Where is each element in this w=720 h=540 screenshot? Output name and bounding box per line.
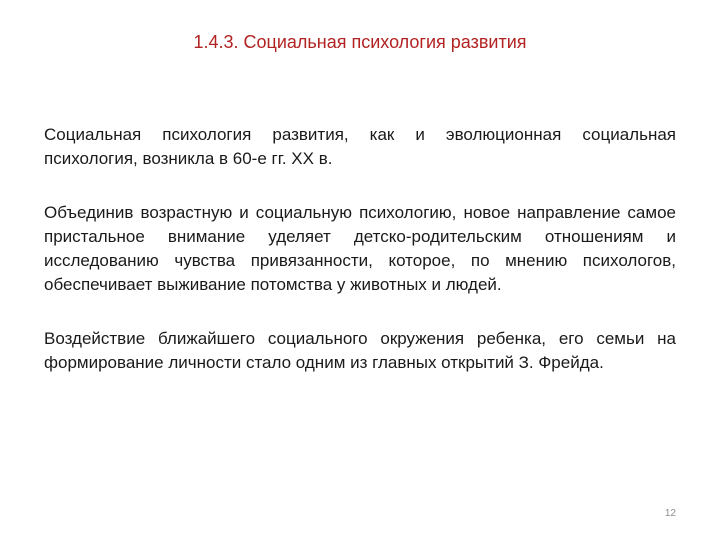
- paragraph-2: Объединив возрастную и социальную психологию, новое направление самое пристальное внимание уделяет детско-родительским отношениям и исследованию чувства привязанности, которое, по мнению психологов, обеспечивает выживание потомства у животных и людей.: [44, 203, 676, 294]
- paragraph-3: Воздействие ближайшего социального окружения ребенка, его семьи на формирование личности стало одним из главных открытий З. Фрейда.: [44, 329, 676, 372]
- page-number: 12: [664, 508, 676, 519]
- slide-body: [44, 123, 676, 405]
- slide-title: 1.4.3. Социальная психология развития: [193, 32, 527, 52]
- paragraph-1: Социальная психология развития, как и эволюционная социальная психология, возникла в 60-е гг. XX в.: [44, 125, 676, 168]
